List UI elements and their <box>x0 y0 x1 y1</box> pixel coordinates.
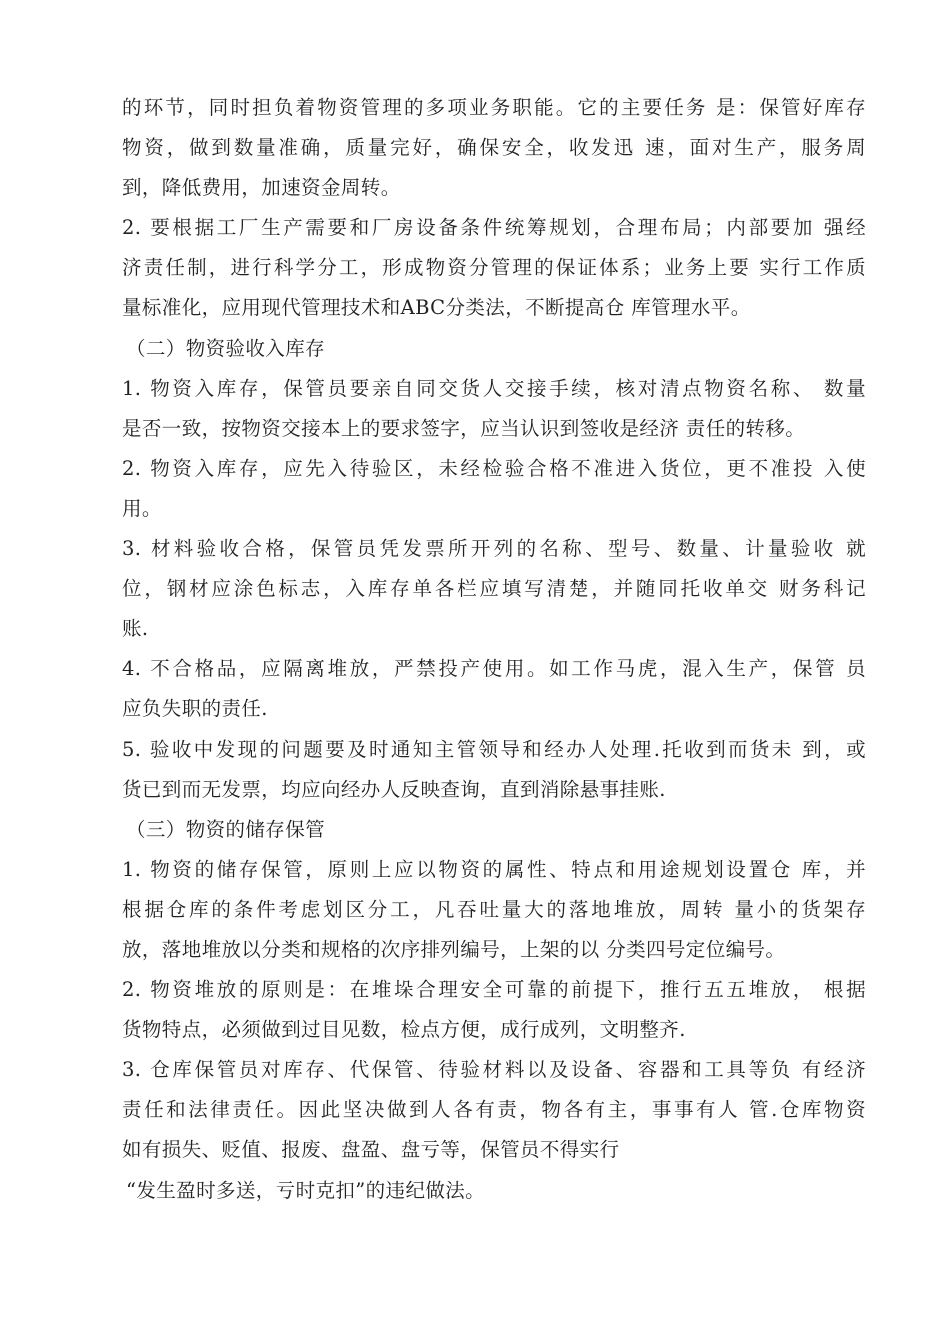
text-line: 的环节，同时担负着物资管理的多项业务职能。它的主要任务 是：保管好库存 <box>122 96 866 119</box>
text-line: “发生盈时多送，亏时克扣”的违纪做法。 <box>126 1178 486 1202</box>
text-line: 5. 验收中发现的问题要及时通知主管领导和经办人处理.托收到而货未 到，或 <box>122 737 866 761</box>
section-heading: （二）物资验收入库存 <box>126 336 326 360</box>
text-line: 位，钢材应涂色标志，入库存单各栏应填写清楚，并随同托收单交 财务科记 <box>122 577 866 601</box>
text-line: 1. 物资入库存，保管员要亲自同交货人交接手续，核对清点物资名称、 数量 <box>122 376 866 400</box>
text-line: 货已到而无发票，均应向经办人反映查询，直到消除悬事挂账. <box>122 777 666 801</box>
text-line: 是否一致，按物资交接本上的要求签字，应当认识到签收是经济 责任的转移。 <box>122 416 806 440</box>
text-line: 放，落地堆放以分类和规格的次序排列编号，上架的以 分类四号定位编号。 <box>122 937 786 961</box>
text-line: 货物特点，必须做到过目见数，检点方便，成行成列，文明整齐. <box>122 1018 686 1042</box>
text-line: 济责任制，进行科学分工，形成物资分管理的保证体系；业务上要 实行工作质 <box>122 256 866 280</box>
text-line: 根据仓库的条件考虑划区分工，凡吞吐量大的落地堆放，周转 量小的货架存 <box>122 897 866 921</box>
text-line: 账. <box>122 617 149 641</box>
text-line: 应负失职的责任. <box>122 697 268 721</box>
text-line: 如有损失、贬值、报废、盘盈、盘亏等，保管员不得实行 <box>122 1138 620 1162</box>
text-line: 3. 材料验收合格，保管员凭发票所开列的名称、型号、数量、计量验收 就 <box>122 537 866 561</box>
document-body <box>122 88 866 1211</box>
section-heading: （三）物资的储存保管 <box>126 817 326 841</box>
text-line: 量标准化，应用现代管理技术和ABC分类法，不断提高仓 库管理水平。 <box>122 296 751 320</box>
text-line: 2. 要根据工厂生产需要和厂房设备条件统筹规划，合理布局；内部要加 强经 <box>122 216 866 240</box>
text-line: 责任和法律责任。因此坚决做到人各有责，物各有主，事事有人 管.仓库物资 <box>122 1098 866 1122</box>
text-line: 到，降低费用，加速资金周转。 <box>122 176 401 200</box>
text-line: 用。 <box>122 496 162 520</box>
text-line: 2. 物资堆放的原则是：在堆垛合理安全可靠的前提下，推行五五堆放， 根据 <box>122 978 866 1002</box>
text-line: 4. 不合格品，应隔离堆放，严禁投产使用。如工作马虎，混入生产，保管 员 <box>122 657 866 681</box>
text-line: 物资，做到数量准确，质量完好，确保安全，收发迅 速，面对生产，服务周 <box>122 136 866 160</box>
text-line: 2. 物资入库存，应先入待验区，未经检验合格不准进入货位，更不准投 入使 <box>122 456 866 480</box>
text-line: 1. 物资的储存保管，原则上应以物资的属性、特点和用途规划设置仓 库，并 <box>122 857 866 881</box>
text-line: 3. 仓库保管员对库存、代保管、待验材料以及设备、容器和工具等负 有经济 <box>122 1058 866 1082</box>
